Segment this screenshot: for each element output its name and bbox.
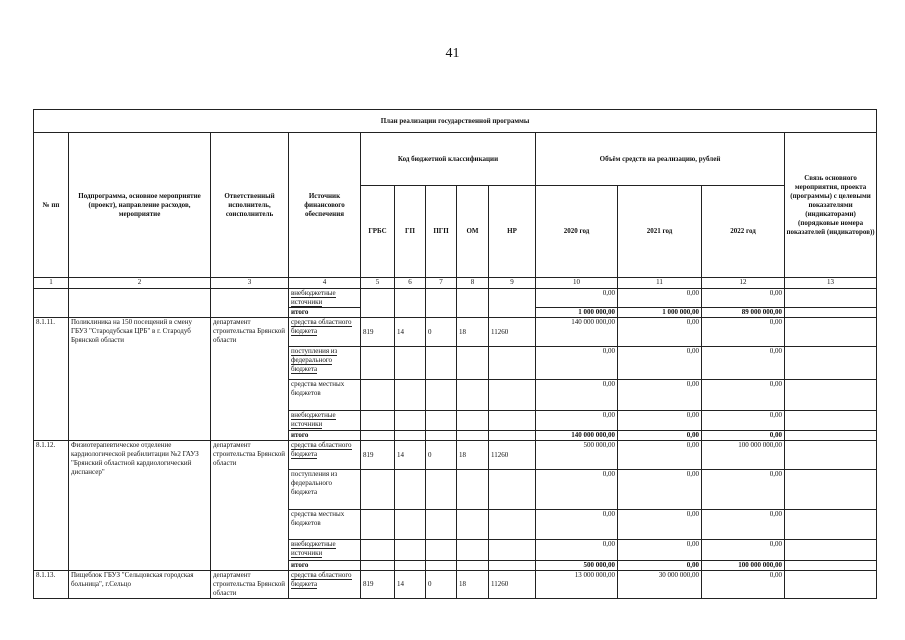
- cell-2020: 500 000,00: [536, 441, 618, 470]
- header-amount: Объём средств на реализацию, рублей: [536, 133, 785, 186]
- cell-2020: 13 000 000,00: [536, 571, 618, 599]
- cell-om: 18: [457, 318, 489, 347]
- cell-2020: 1 000 000,00: [536, 308, 618, 318]
- cell-pgp: [426, 289, 457, 318]
- cell-2020: 500 000,00: [536, 561, 618, 571]
- cell-2021: 0,00: [618, 431, 702, 441]
- cell-source: итого: [289, 431, 361, 441]
- cell-link: [785, 540, 877, 561]
- cell-name: Физиотерапевтическое отделение кардиологической реабилитации №2 ГАУЗ "Брянский областной кардиологический диспансер": [69, 441, 211, 571]
- header-source: Источник финансового обеспечения: [289, 133, 361, 278]
- cell-source: внебюджетные источники: [289, 289, 361, 308]
- column-number: 1: [34, 278, 69, 289]
- cell-pgp: 0: [426, 318, 457, 347]
- cell-gp: 14: [395, 571, 426, 599]
- cell-link: [785, 380, 877, 411]
- cell-link: [785, 561, 877, 571]
- column-number: 4: [289, 278, 361, 289]
- cell-no: 8.1.13.: [34, 571, 69, 599]
- cell-no: [34, 289, 69, 318]
- header-2022: 2022 год: [702, 186, 785, 278]
- cell-link: [785, 347, 877, 380]
- cell-om: [457, 289, 489, 318]
- cell-link: [785, 308, 877, 318]
- cell-2021: 1 000 000,00: [618, 308, 702, 318]
- column-number: 11: [618, 278, 702, 289]
- header-2020: 2020 год: [536, 186, 618, 278]
- header-budget-code: Код бюджетной классификации: [361, 133, 536, 186]
- cell-no: 8.1.12.: [34, 441, 69, 571]
- cell-link: [785, 571, 877, 599]
- column-number: 10: [536, 278, 618, 289]
- cell-2021: 0,00: [618, 289, 702, 308]
- cell-om: 18: [457, 441, 489, 470]
- cell-nr: [489, 289, 536, 318]
- column-number: 5: [361, 278, 395, 289]
- column-number: 9: [489, 278, 536, 289]
- cell-2022: 100 000 000,00: [702, 561, 785, 571]
- column-number: 2: [69, 278, 211, 289]
- cell-2021: 0,00: [618, 510, 702, 540]
- cell-2022: 0,00: [702, 411, 785, 431]
- header-gp: ГП: [395, 186, 426, 278]
- program-plan-table: [33, 109, 877, 599]
- cell-grbs: 819: [361, 318, 395, 347]
- cell-link: [785, 318, 877, 347]
- cell-executor: департамент строительства Брянской области: [211, 571, 289, 599]
- cell-2021: 0,00: [618, 318, 702, 347]
- column-number: 12: [702, 278, 785, 289]
- cell-source: средства местных бюджетов: [289, 380, 361, 411]
- cell-2021: 0,00: [618, 561, 702, 571]
- cell-2022: 0,00: [702, 431, 785, 441]
- cell-grbs: 819: [361, 571, 395, 599]
- cell-2021: 0,00: [618, 347, 702, 380]
- cell-nr: 11260: [489, 571, 536, 599]
- cell-source: итого: [289, 561, 361, 571]
- column-number: 3: [211, 278, 289, 289]
- cell-gp: 14: [395, 441, 426, 470]
- header-no: № пп: [34, 133, 69, 278]
- table-title: План реализации государственной программы: [34, 110, 877, 133]
- cell-2020: 140 000 000,00: [536, 318, 618, 347]
- cell-source: средства областного бюджета: [289, 571, 361, 599]
- header-name: Подпрограмма, основное мероприятие (проект), направление расходов, мероприятие: [69, 133, 211, 278]
- header-om: ОМ: [457, 186, 489, 278]
- cell-link: [785, 289, 877, 308]
- header-executor: Ответственный исполнитель, соисполнитель: [211, 133, 289, 278]
- header-grbs: ГРБС: [361, 186, 395, 278]
- cell-executor: [211, 289, 289, 318]
- column-number: 8: [457, 278, 489, 289]
- cell-gp: [395, 289, 426, 318]
- column-number-row: [34, 278, 877, 289]
- cell-2022: 0,00: [702, 470, 785, 510]
- table-row: [34, 571, 877, 599]
- cell-link: [785, 431, 877, 441]
- table-row: [34, 441, 877, 470]
- cell-grbs: 819: [361, 441, 395, 470]
- cell-2020: 0,00: [536, 540, 618, 561]
- cell-pgp: 0: [426, 571, 457, 599]
- cell-link: [785, 411, 877, 431]
- table-row: [34, 318, 877, 347]
- cell-link: [785, 470, 877, 510]
- cell-link: [785, 441, 877, 470]
- cell-source: итого: [289, 308, 361, 318]
- cell-name: Пищеблок ГБУЗ "Сельцовская городская больница", г.Сельцо: [69, 571, 211, 599]
- cell-source: средства областного бюджета: [289, 441, 361, 470]
- cell-om: 18: [457, 571, 489, 599]
- cell-2022: 0,00: [702, 347, 785, 380]
- cell-name: Поликлиника на 150 посещений в смену ГБУЗ "Стародубская ЦРБ" в г. Стародуб Брянской области: [69, 318, 211, 441]
- cell-2020: 0,00: [536, 289, 618, 308]
- header-link: Связь основного мероприятия, проекта (программы) с целевыми показателями (индикаторами) (порядковые номера показателей (индикаторов)): [785, 133, 877, 278]
- cell-2022: 100 000 000,00: [702, 441, 785, 470]
- cell-pgp: 0: [426, 441, 457, 470]
- cell-name: [69, 289, 211, 318]
- cell-2022: 89 000 000,00: [702, 308, 785, 318]
- cell-2020: 0,00: [536, 347, 618, 380]
- cell-source: внебюджетные источники: [289, 411, 361, 431]
- table-row: [34, 289, 877, 308]
- cell-2021: 0,00: [618, 540, 702, 561]
- cell-2022: 0,00: [702, 510, 785, 540]
- cell-source: поступления из федерального бюджета: [289, 347, 361, 380]
- column-number: 6: [395, 278, 426, 289]
- cell-executor: департамент строительства Брянской области: [211, 441, 289, 571]
- cell-2022: 0,00: [702, 380, 785, 411]
- cell-link: [785, 510, 877, 540]
- cell-2022: 0,00: [702, 540, 785, 561]
- cell-nr: 11260: [489, 318, 536, 347]
- cell-2021: 0,00: [618, 441, 702, 470]
- cell-source: внебюджетные источники: [289, 540, 361, 561]
- cell-2022: 0,00: [702, 571, 785, 599]
- cell-2021: 30 000 000,00: [618, 571, 702, 599]
- cell-2022: 0,00: [702, 318, 785, 347]
- cell-2020: 0,00: [536, 380, 618, 411]
- cell-source: средства областного бюджета: [289, 318, 361, 347]
- cell-2021: 0,00: [618, 411, 702, 431]
- cell-gp: 14: [395, 318, 426, 347]
- column-number: 13: [785, 278, 877, 289]
- header-pgp: ПГП: [426, 186, 457, 278]
- cell-2021: 0,00: [618, 380, 702, 411]
- cell-2020: 140 000 000,00: [536, 431, 618, 441]
- cell-2020: 0,00: [536, 510, 618, 540]
- cell-source: средства местных бюджетов: [289, 510, 361, 540]
- page-number: 41: [445, 46, 460, 61]
- cell-2020: 0,00: [536, 470, 618, 510]
- header-nr: НР: [489, 186, 536, 278]
- cell-source: поступления из федерального бюджета: [289, 470, 361, 510]
- header-2021: 2021 год: [618, 186, 702, 278]
- column-number: 7: [426, 278, 457, 289]
- cell-2021: 0,00: [618, 470, 702, 510]
- cell-2022: 0,00: [702, 289, 785, 308]
- cell-no: 8.1.11.: [34, 318, 69, 441]
- cell-nr: 11260: [489, 441, 536, 470]
- cell-2020: 0,00: [536, 411, 618, 431]
- cell-executor: департамент строительства Брянской области: [211, 318, 289, 441]
- cell-grbs: [361, 289, 395, 318]
